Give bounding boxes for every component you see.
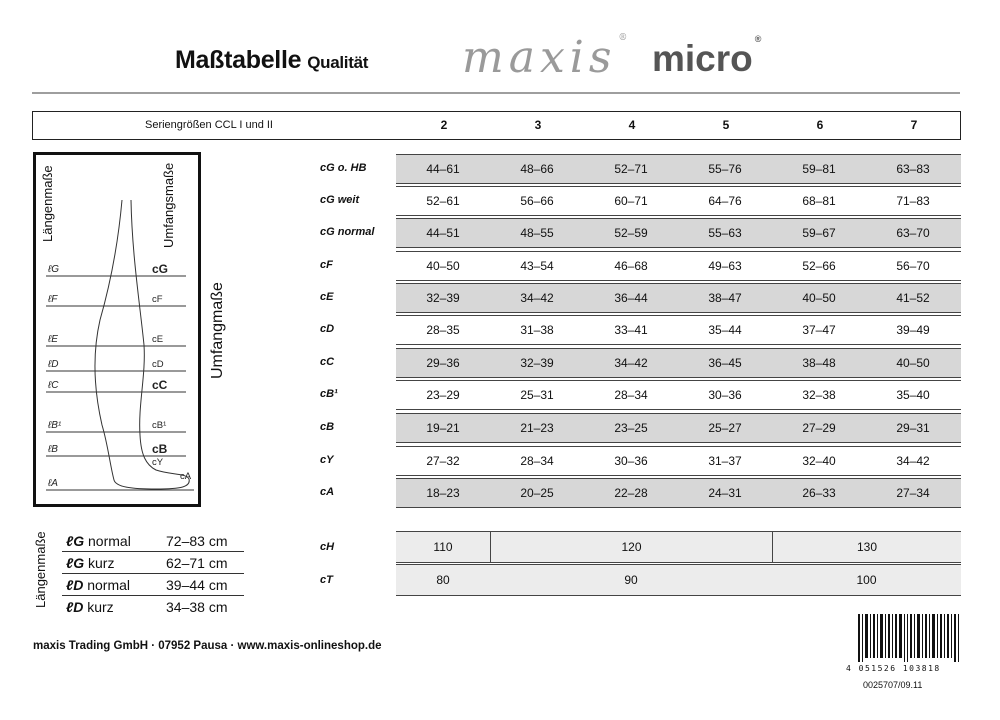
row-label: cB: [320, 421, 335, 433]
table-cell: 40–50: [896, 356, 930, 370]
size-col-6: 6: [816, 118, 824, 132]
table-cell: 23–25: [614, 421, 648, 435]
table-cell: 34–42: [520, 291, 554, 305]
header-divider: [32, 92, 960, 94]
row-label: cG o. HB: [320, 162, 367, 174]
table-row: [320, 186, 962, 216]
barcode-number: 4 051526 103818: [846, 664, 941, 673]
table-cell: 52–66: [802, 259, 836, 273]
table-cell: 38–48: [802, 356, 836, 370]
leg-diagram: [33, 152, 201, 507]
table-row: [320, 315, 962, 345]
table-cell: 28–34: [520, 454, 554, 468]
circ-marker-g: cG: [152, 262, 169, 276]
row-label: cE: [320, 291, 334, 303]
table-row: [320, 531, 962, 563]
table-cell: 55–63: [708, 226, 742, 240]
circ-marker-d: cD: [152, 359, 164, 370]
table-cell: 33–41: [614, 323, 648, 337]
table-cell: 29–36: [426, 356, 460, 370]
length-marker-b: ℓB: [48, 444, 58, 455]
length-marker-c: ℓC: [48, 380, 59, 391]
table-row: [320, 380, 962, 410]
row-label: cG normal: [320, 226, 375, 238]
table-cell: 100: [856, 573, 877, 587]
table-cell: 23–29: [426, 388, 460, 402]
table-cell: 55–76: [708, 162, 742, 176]
table-cell: 36–45: [708, 356, 742, 370]
table-cell: 46–68: [614, 259, 648, 273]
length-name: kurz: [87, 599, 114, 615]
table-cell: 60–71: [614, 194, 648, 208]
brand-text: maxis: [462, 32, 617, 83]
table-cell: 59–81: [802, 162, 836, 176]
table-cell: 64–76: [708, 194, 742, 208]
size-header-row: [32, 111, 961, 140]
row-label: cA: [320, 486, 335, 498]
table-cell: 44–61: [426, 162, 460, 176]
table-cell: 48–66: [520, 162, 554, 176]
length-row: [62, 552, 244, 574]
table-row: [320, 348, 962, 378]
product-name: [652, 33, 762, 80]
footer-company: maxis Trading GmbH · 07952 Pausa · www.maxis-onlineshop.de: [33, 640, 382, 652]
table-cell: 63–83: [896, 162, 930, 176]
brand-logo: [462, 32, 632, 83]
size-col-4: 4: [628, 118, 636, 132]
table-cell: 25–27: [708, 421, 742, 435]
table-cell: 49–63: [708, 259, 742, 273]
table-cell: 24–31: [708, 486, 742, 500]
table-cell: 63–70: [896, 226, 930, 240]
length-table-title: Längenmaße: [33, 531, 48, 609]
table-cell: 48–55: [520, 226, 554, 240]
circumference-section-title: Umfangmaße: [209, 282, 226, 380]
table-cell: 35–44: [708, 323, 742, 337]
circ-marker-f: cF: [152, 294, 163, 305]
table-row: [320, 478, 962, 508]
table-row: [320, 283, 962, 313]
table-cell: 31–37: [708, 454, 742, 468]
table-row: [320, 251, 962, 281]
length-marker-g: ℓG: [48, 264, 60, 275]
table-cell: 40–50: [426, 259, 460, 273]
row-label: cT: [320, 574, 333, 586]
length-row: [62, 574, 244, 596]
table-cell: 21–23: [520, 421, 554, 435]
table-cell: 25–31: [520, 388, 554, 402]
row-label: cH: [320, 541, 335, 553]
row-label: cG weit: [320, 194, 360, 206]
table-row: [320, 446, 962, 476]
circ-marker-a: cA: [180, 471, 192, 482]
table-cell: 35–40: [896, 388, 930, 402]
table-cell: 30–36: [708, 388, 742, 402]
table-cell: 38–47: [708, 291, 742, 305]
length-name: normal: [88, 533, 131, 549]
size-col-2: 2: [440, 118, 448, 132]
table-cell: 68–81: [802, 194, 836, 208]
table-row: [320, 154, 962, 184]
length-row: [62, 596, 244, 618]
table-cell: 41–52: [896, 291, 930, 305]
table-cell: 28–34: [614, 388, 648, 402]
article-number: 0025707/09.11: [863, 680, 923, 690]
length-name: normal: [87, 577, 131, 593]
row-label: cC: [320, 356, 335, 368]
table-cell: 56–66: [520, 194, 554, 208]
table-cell: 27–34: [896, 486, 930, 500]
circ-marker-b1: cB¹: [152, 420, 167, 431]
table-cell: 26–33: [802, 486, 836, 500]
table-cell: 34–42: [896, 454, 930, 468]
length-value: 62–71 cm: [166, 555, 228, 571]
table-cell: 36–44: [614, 291, 648, 305]
circ-marker-y: cY: [152, 457, 164, 468]
table-cell: 34–42: [614, 356, 648, 370]
registered-mark: ®: [754, 33, 762, 44]
table-cell: 39–49: [896, 323, 930, 337]
length-marker-d: ℓD: [48, 359, 59, 370]
length-code: ℓD: [66, 599, 84, 615]
length-row: [62, 530, 244, 552]
table-cell: 28–35: [426, 323, 460, 337]
table-cell: 52–61: [426, 194, 460, 208]
size-col-3: 3: [534, 118, 542, 132]
table-cell: 27–32: [426, 454, 460, 468]
size-col-5: 5: [722, 118, 730, 132]
title-suffix: Qualität: [307, 53, 369, 72]
table-cell: 31–38: [520, 323, 554, 337]
length-marker-f: ℓF: [48, 294, 58, 305]
table-cell: 27–29: [802, 421, 836, 435]
length-code: ℓG: [66, 555, 85, 571]
table-cell: 30–36: [614, 454, 648, 468]
table-cell: 130: [772, 532, 961, 562]
table-cell: 59–67: [802, 226, 836, 240]
circ-marker-b: cB: [152, 442, 168, 456]
diagram-length-title: Längenmaße: [40, 165, 55, 242]
table-cell: 56–70: [896, 259, 930, 273]
table-cell: 19–21: [426, 421, 460, 435]
length-code: ℓG: [66, 533, 85, 549]
length-code: ℓD: [66, 577, 84, 593]
table-cell: 120: [490, 532, 772, 562]
table-cell: 52–59: [614, 226, 648, 240]
circ-marker-e: cE: [152, 334, 164, 345]
length-value: 39–44 cm: [166, 577, 228, 593]
row-label: cF: [320, 259, 333, 271]
table-row: [320, 413, 962, 443]
length-value: 72–83 cm: [166, 533, 228, 549]
title-text: Maßtabelle: [175, 46, 302, 74]
page-title: [175, 46, 368, 75]
table-cell: 32–38: [802, 388, 836, 402]
diagram-circumference-title: Umfangsmaße: [161, 163, 176, 249]
table-cell: 40–50: [802, 291, 836, 305]
registered-mark: ®: [618, 33, 633, 44]
row-label: cY: [320, 454, 334, 466]
table-cell: 32–39: [426, 291, 460, 305]
length-marker-b1: ℓB¹: [48, 420, 62, 431]
barcode-icon: [858, 614, 962, 662]
circ-marker-c: cC: [152, 378, 168, 392]
table-cell: 32–40: [802, 454, 836, 468]
table-row: [320, 218, 962, 248]
table-cell: 32–39: [520, 356, 554, 370]
row-label: cB¹: [320, 388, 338, 400]
table-cell: 90: [624, 573, 638, 587]
table-cell: 22–28: [614, 486, 648, 500]
length-marker-a: ℓA: [48, 478, 58, 489]
table-cell: 52–71: [614, 162, 648, 176]
table-cell: 37–47: [802, 323, 836, 337]
length-value: 34–38 cm: [166, 599, 228, 615]
row-label: cD: [320, 323, 335, 335]
product-text: micro: [652, 38, 753, 79]
size-series-label: Seriengrößen CCL I und II: [145, 119, 273, 131]
table-cell: 18–23: [426, 486, 460, 500]
size-col-7: 7: [910, 118, 918, 132]
table-cell: 44–51: [426, 226, 460, 240]
table-cell: 20–25: [520, 486, 554, 500]
table-cell: 29–31: [896, 421, 930, 435]
table-cell: 110: [433, 540, 453, 554]
length-name: kurz: [88, 555, 115, 571]
length-marker-e: ℓE: [48, 334, 58, 345]
table-cell: 71–83: [896, 194, 930, 208]
table-row: [320, 564, 962, 596]
table-cell: 43–54: [520, 259, 554, 273]
table-cell: 80: [436, 573, 450, 587]
